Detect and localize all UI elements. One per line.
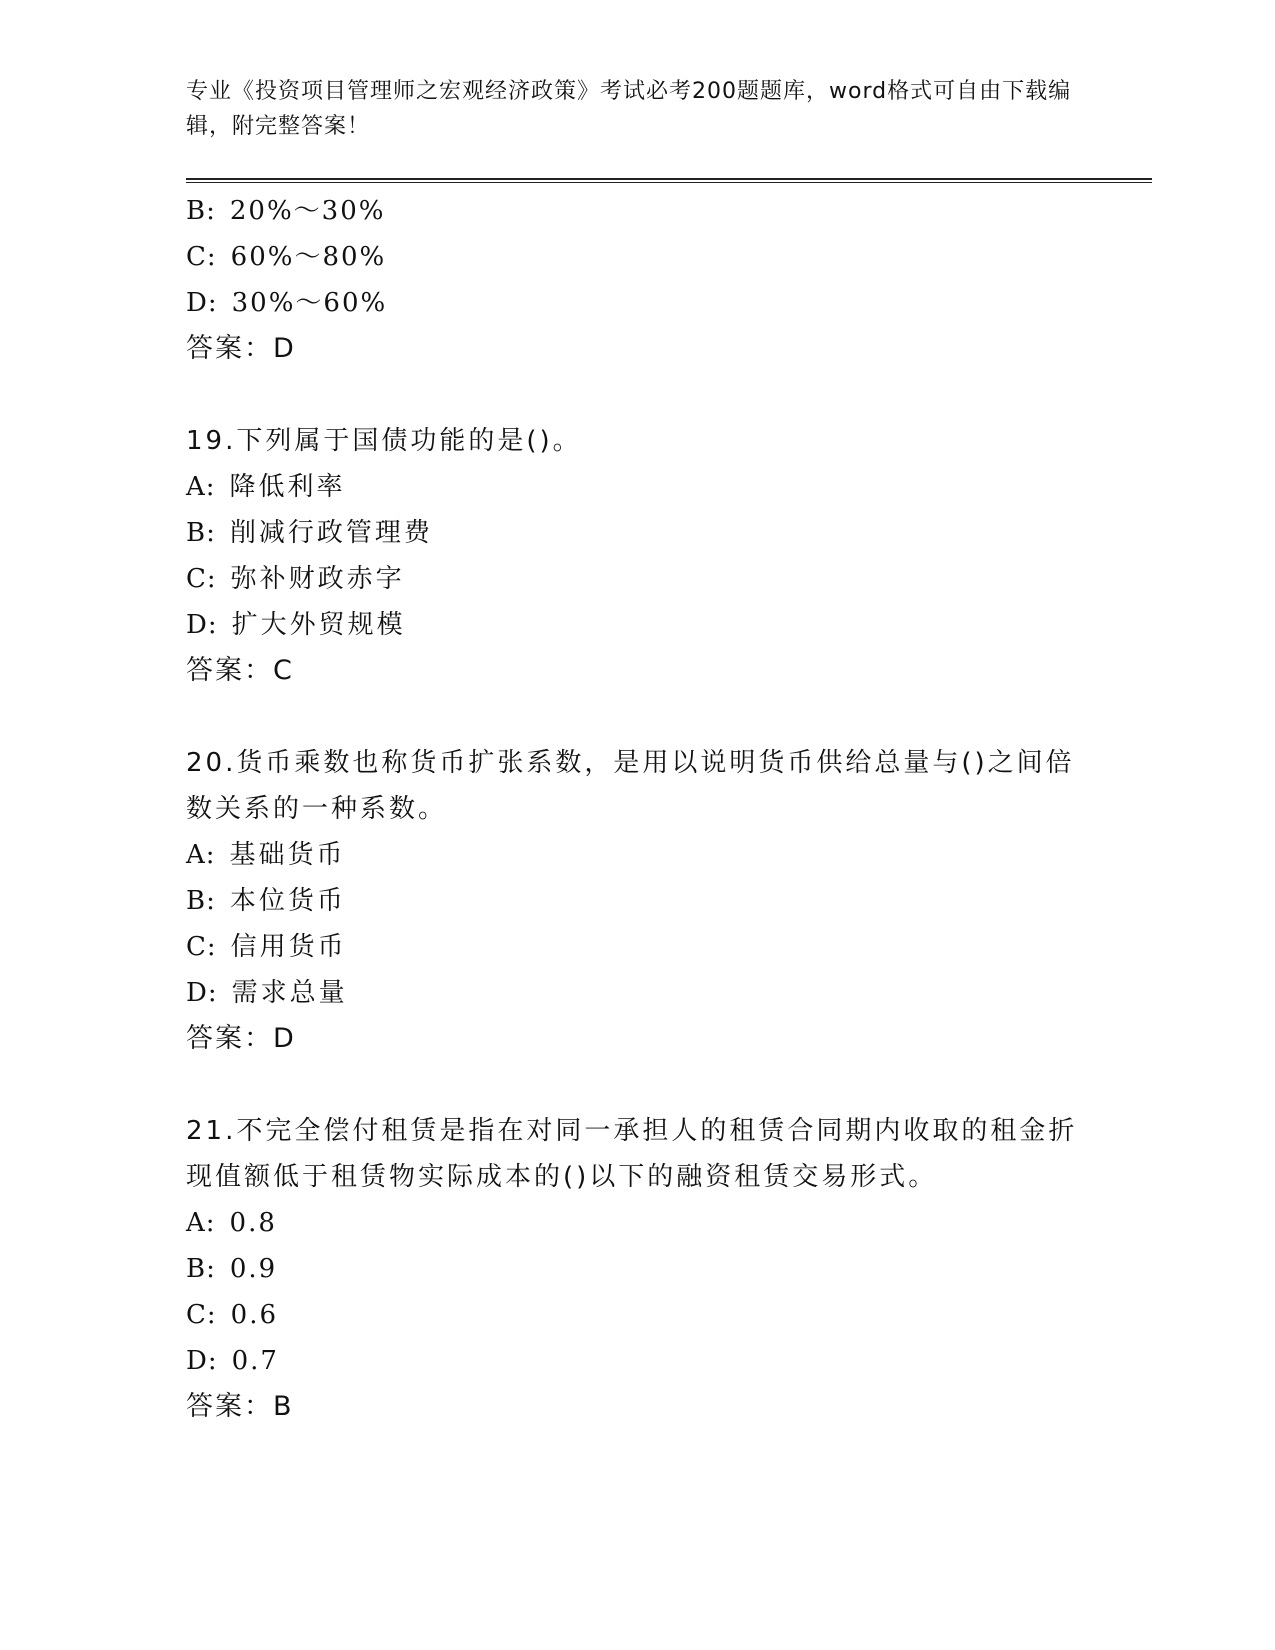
option-c: C: 信用货币 [186,932,347,962]
document-body [186,188,1086,1430]
option-c: C: 60%～80% [186,242,387,272]
document-header: 专业《投资项目管理师之宏观经济政策》考试必考200题题库，word格式可自由下载编辑，附完整答案！ [186,79,1072,139]
question-stem: 20.货币乘数也称货币扩张系数，是用以说明货币供给总量与()之间倍数关系的一种系数。 [186,748,1075,824]
option-d: D: 30%～60% [186,288,388,318]
option-c: C: 弥补财政赤字 [186,564,405,594]
question-stem: 21.不完全偿付租赁是指在对同一承担人的租赁合同期内收取的租金折现值额低于租赁物实际成本的()以下的融资租赁交易形式。 [186,1116,1078,1192]
question-19 [186,418,1086,694]
option-d: D: 0.7 [186,1346,279,1376]
option-a: A: 0.8 [186,1208,277,1238]
option-b: B: 20%～30% [186,196,386,226]
option-c: C: 0.6 [186,1300,279,1330]
option-a: A: 降低利率 [186,472,346,502]
option-b: B: 削减行政管理费 [186,518,433,548]
answer-line: 答案：C [186,655,294,686]
answer-line: 答案：B [186,1391,294,1422]
question-21 [186,1108,1086,1430]
option-a: A: 基础货币 [186,840,346,870]
header-divider-thin [186,182,1152,183]
option-d: D: 需求总量 [186,978,348,1008]
option-b: B: 本位货币 [186,886,346,916]
option-b: B: 0.9 [186,1254,278,1284]
option-d: D: 扩大外贸规模 [186,610,406,640]
question-stem: 19.下列属于国债功能的是()。 [186,426,582,456]
answer-line: 答案：D [186,1023,296,1054]
header-divider-thick [186,178,1152,180]
answer-line: 答案：D [186,333,296,364]
partial-question [186,188,1086,372]
question-20 [186,740,1086,1062]
